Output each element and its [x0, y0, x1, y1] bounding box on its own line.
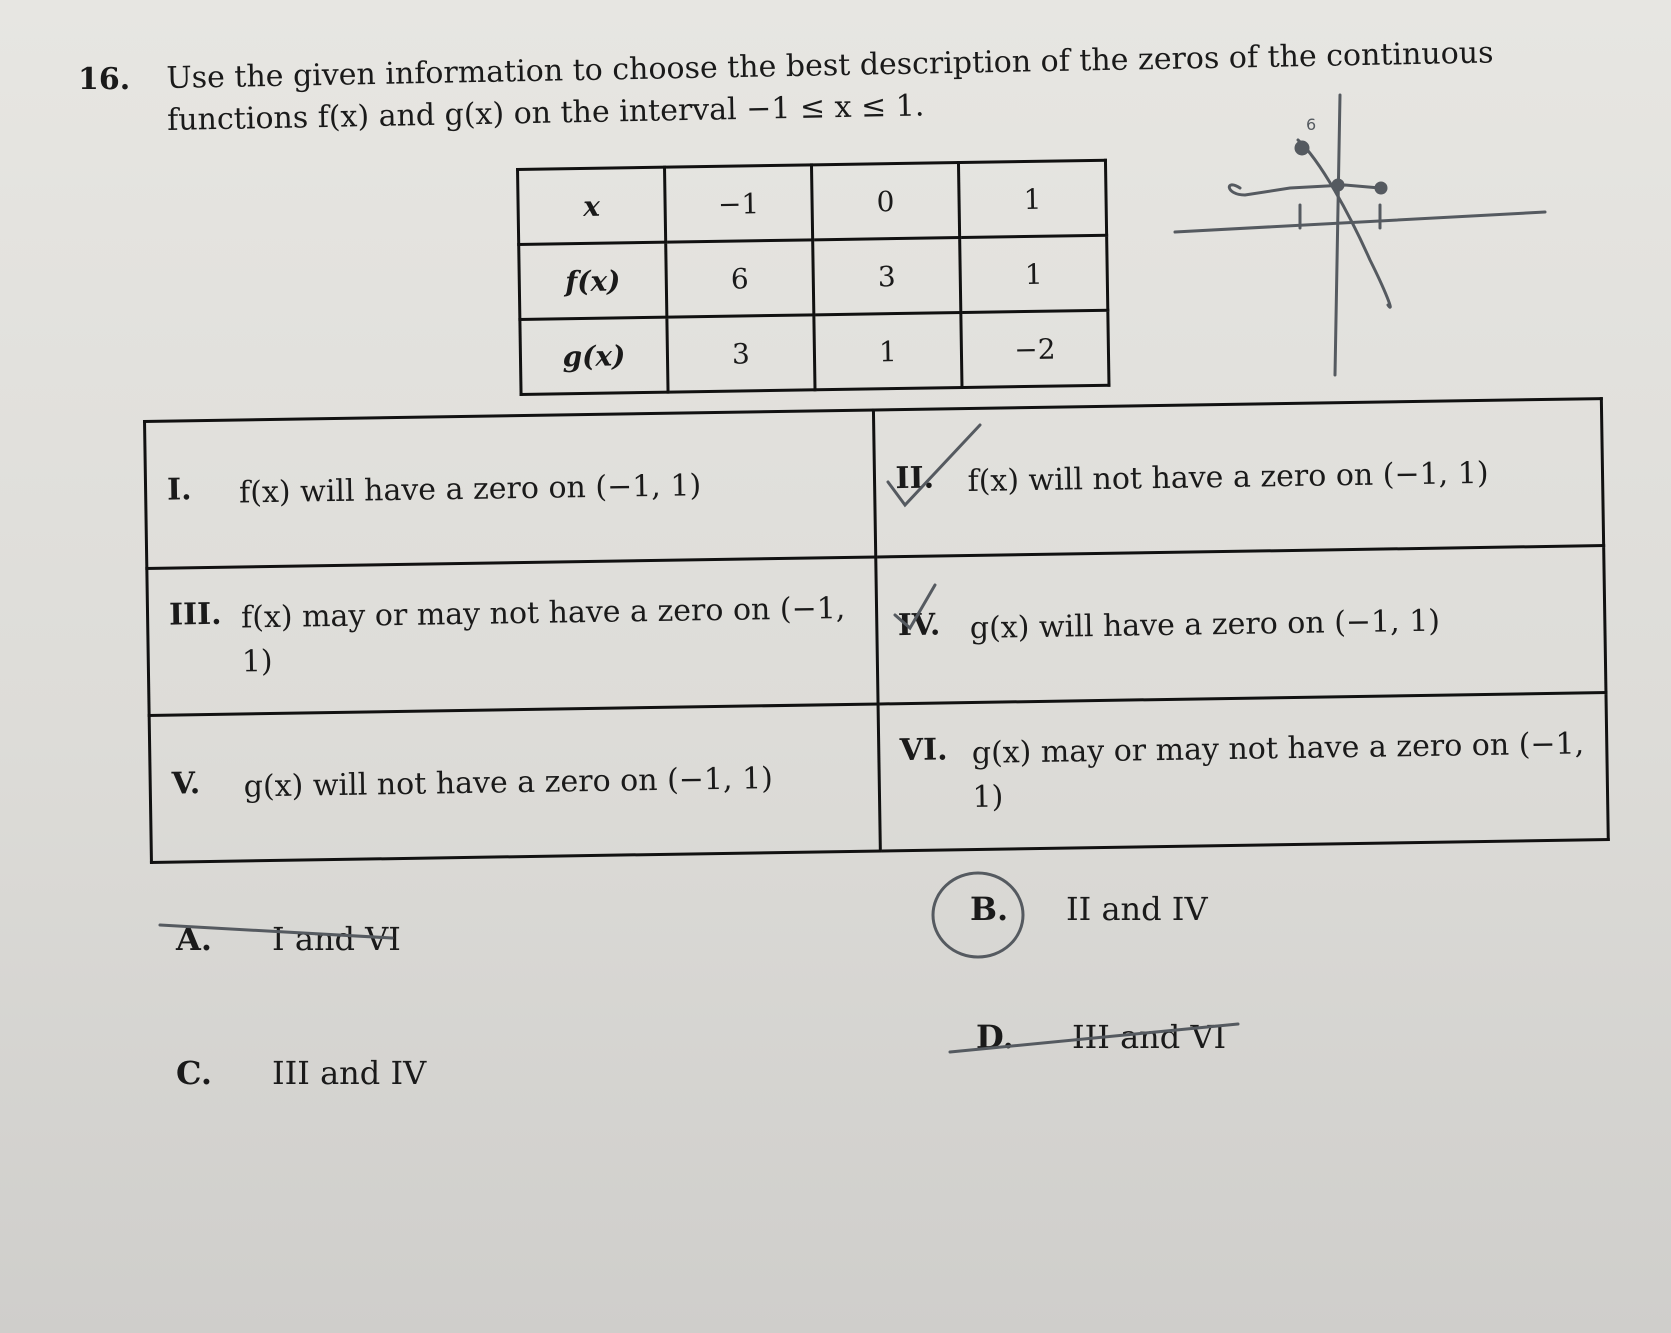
statement-cell-5: [149, 704, 880, 862]
statement-cell-1: [145, 410, 876, 568]
statement-cell-3: [147, 557, 878, 715]
table-cell: 3: [667, 315, 815, 392]
choice-text: III and IV: [272, 1054, 427, 1092]
table-cell: 6: [666, 240, 814, 317]
values-table-row-g: [520, 310, 1109, 394]
values-table-row-f: [519, 235, 1108, 319]
sketch-curve-g: [1229, 185, 1380, 195]
table-cell: 1: [814, 313, 962, 390]
choice-letter: A.: [176, 920, 212, 958]
choice-letter: C.: [176, 1054, 213, 1092]
statement-text: g(x) may or may not have a zero on (−1, 1): [971, 726, 1585, 816]
choice-a[interactable]: [176, 920, 401, 958]
question-number: 16.: [78, 62, 131, 97]
statement-numeral: II.: [895, 460, 935, 497]
statement-numeral: VI.: [899, 732, 948, 769]
stem-line-1: Use the given information to choose the best description of the zeros of the continuous: [166, 35, 1494, 96]
statement-numeral: IV.: [897, 607, 941, 644]
sketch-x-axis: [1175, 212, 1545, 232]
choice-text: III and VI: [1072, 1018, 1227, 1056]
values-table-header-row: [518, 160, 1107, 244]
table-cell: 1: [960, 235, 1108, 312]
choice-b[interactable]: [970, 890, 1208, 928]
statement-numeral: V.: [171, 766, 201, 802]
sketch-y-axis: [1335, 95, 1340, 375]
header-cell: 1: [958, 160, 1106, 237]
header-cell: −1: [665, 165, 813, 242]
statement-cell-2: [873, 399, 1604, 557]
choice-text: II and IV: [1066, 890, 1208, 928]
statement-numeral: I.: [166, 472, 192, 508]
choice-letter: B.: [970, 890, 1009, 928]
sketch-point: [1376, 183, 1386, 193]
values-table: [516, 159, 1111, 396]
statement-text: f(x) will have a zero on (−1, 1): [238, 468, 702, 511]
statement-cell-4: [875, 546, 1606, 704]
choice-letter: D.: [976, 1018, 1014, 1056]
statement-text: f(x) will not have a zero on (−1, 1): [967, 455, 1489, 500]
choice-text: I and VI: [272, 920, 401, 958]
choice-d[interactable]: [976, 1018, 1226, 1056]
sketch-point: [1333, 180, 1343, 190]
statement-text: f(x) may or may not have a zero on (−1, 1): [240, 590, 846, 680]
statement-numeral: III.: [168, 596, 222, 633]
choice-c[interactable]: [176, 1054, 426, 1092]
sketch-point: [1296, 142, 1308, 154]
statement-text: g(x) will not have a zero on (−1, 1): [243, 761, 774, 805]
stem-line-2: functions f(x) and g(x) on the interval −1 ≤ x ≤ 1.: [166, 88, 925, 138]
sketch-curve-f: [1298, 140, 1390, 307]
table-cell: 3: [813, 238, 961, 315]
header-cell-x: x: [518, 167, 666, 244]
question-stem: [166, 33, 1494, 142]
row-label-f: f(x): [519, 242, 667, 319]
statement-text: g(x) will have a zero on (−1, 1): [969, 603, 1441, 647]
row-label-g: g(x): [520, 317, 668, 394]
statement-cell-6: [878, 693, 1609, 851]
header-cell: 0: [811, 163, 959, 240]
sketch-label: 6: [1306, 115, 1317, 134]
statements-table: [143, 397, 1610, 864]
table-cell: −2: [961, 310, 1109, 387]
